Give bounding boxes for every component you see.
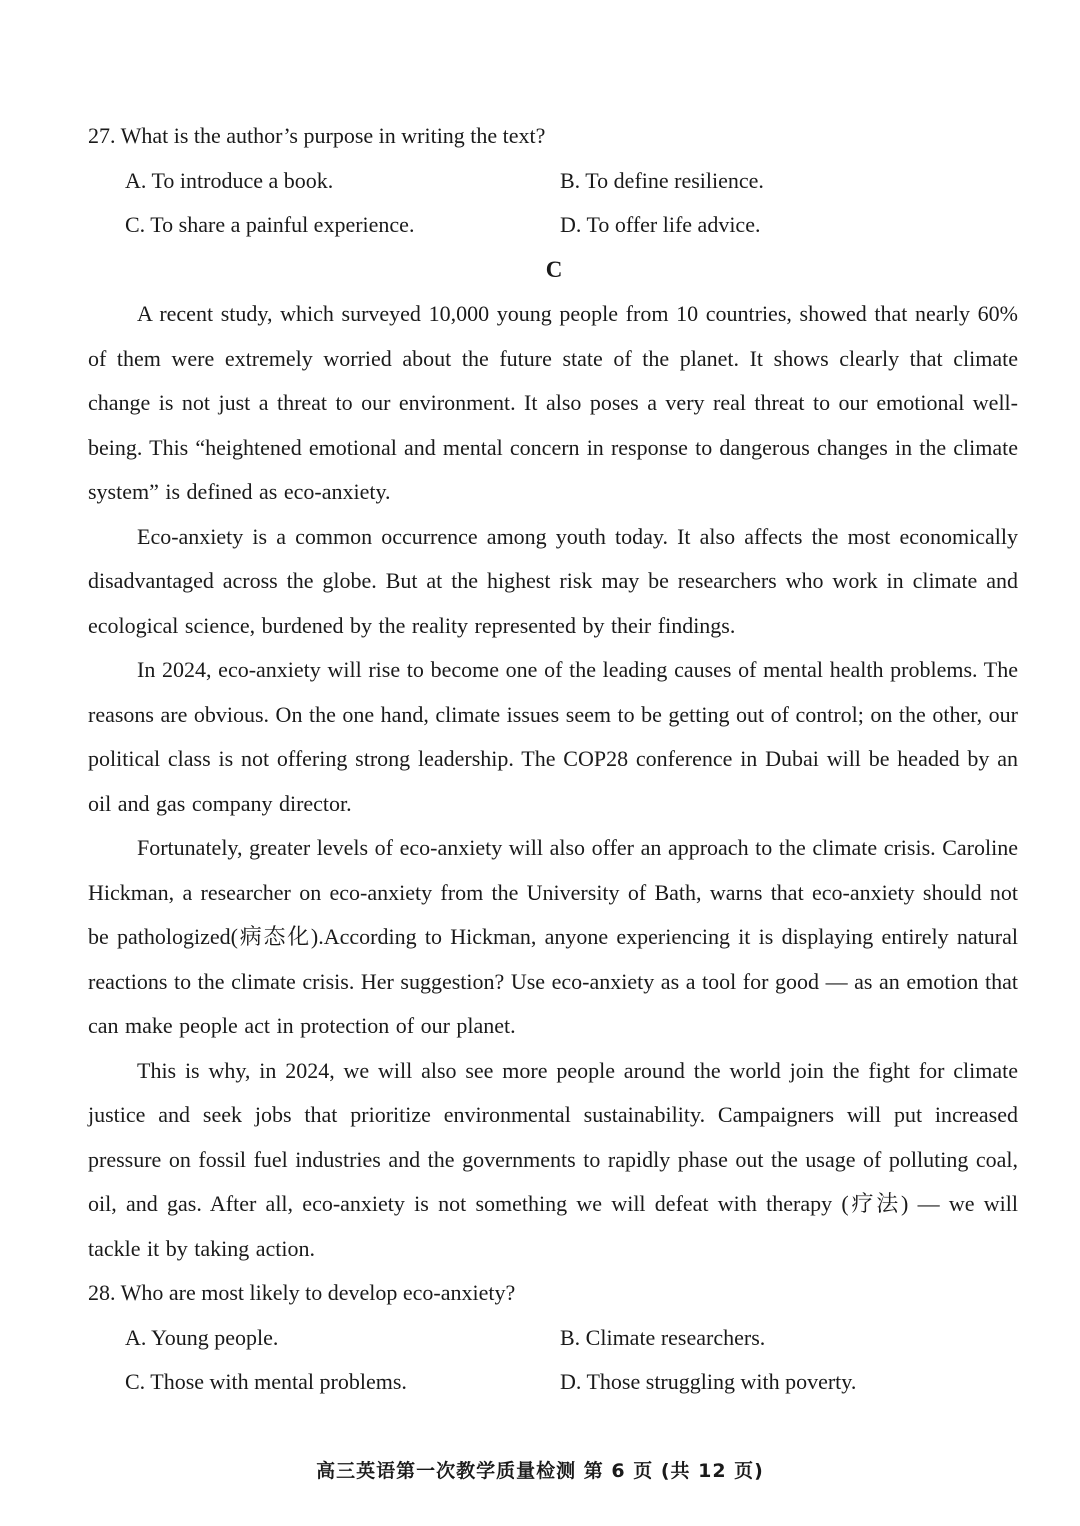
question-27-option-d: D. To offer life advice. xyxy=(560,212,761,237)
question-27-option-c: C. To share a painful experience. xyxy=(125,212,415,237)
question-28-option-c: C. Those with mental problems. xyxy=(125,1369,407,1394)
page-footer: 高三英语第一次教学质量检测 第 6 页 (共 12 页) xyxy=(316,1460,764,1482)
question-28-option-a: A. Young people. xyxy=(125,1324,279,1350)
question-27-stem: 27. What is the author’s purpose in writing the text? xyxy=(88,123,546,148)
passage-paragraph: Fortunately, greater levels of eco-anxiety will also offer an approach to the climate crisis. Caroline Hickman, a researcher on eco-anxiety from the University of Bath, warns that eco-anxiety should not be pathologized(病态化).According to Hickman, anyone experiencing it is displaying entirely natural reactions to the climate crisis. Her suggestion? Use eco-anxiety as a tool for good — as an emotion that can make people act in protection of our planet. xyxy=(88,835,1018,1038)
question-27-options-row-1 xyxy=(88,159,1018,204)
passage-paragraph: This is why, in 2024, we will also see more people around the world join the fight for climate justice and seek jobs that prioritize environmental sustainability. Campaigners will put increased pressure on fossil fuel industries and the governments to rapidly phase out the usage of polluting coal, oil, and gas. After all, eco-anxiety is not something we will defeat with therapy (疗法) — we will tackle it by taking action. xyxy=(88,1057,1018,1261)
exam-page xyxy=(88,114,1018,1405)
passage-paragraph: Eco-anxiety is a common occurrence among youth today. It also affects the most economically disadvantaged across the globe. But at the highest risk may be researchers who work in climate and ecological science, burdened by the reality represented by their findings. xyxy=(88,523,1018,638)
question-27-option-b: B. To define resilience. xyxy=(560,167,764,193)
question-28-options-row-2 xyxy=(88,1360,1018,1405)
question-27-options-row-2 xyxy=(88,203,1018,248)
question-28-stem: 28. Who are most likely to develop eco-anxiety? xyxy=(88,1280,516,1305)
question-28-option-b: B. Climate researchers. xyxy=(560,1324,766,1350)
question-28-option-d: D. Those struggling with poverty. xyxy=(560,1369,857,1394)
passage-paragraph: A recent study, which surveyed 10,000 young people from 10 countries, showed that nearly 60% of them were extremely worried about the future state of the planet. It shows clearly that climate change is not just a threat to our environment. It also poses a very real threat to our emotional well-being. This “heightened emotional and mental concern in response to dangerous changes in the climate system” is defined as eco-anxiety. xyxy=(88,301,1018,504)
passage xyxy=(88,292,1018,1271)
question-27-option-a: A. To introduce a book. xyxy=(125,167,334,193)
passage-paragraph: In 2024, eco-anxiety will rise to become one of the leading causes of mental health problems. The reasons are obvious. On the one hand, climate issues seem to be getting out of control; on the other, our political class is not offering strong leadership. The COP28 conference in Dubai will be headed by an oil and gas company director. xyxy=(88,657,1018,816)
section-title: C xyxy=(545,256,563,282)
question-28-options-row-1 xyxy=(88,1316,1018,1361)
